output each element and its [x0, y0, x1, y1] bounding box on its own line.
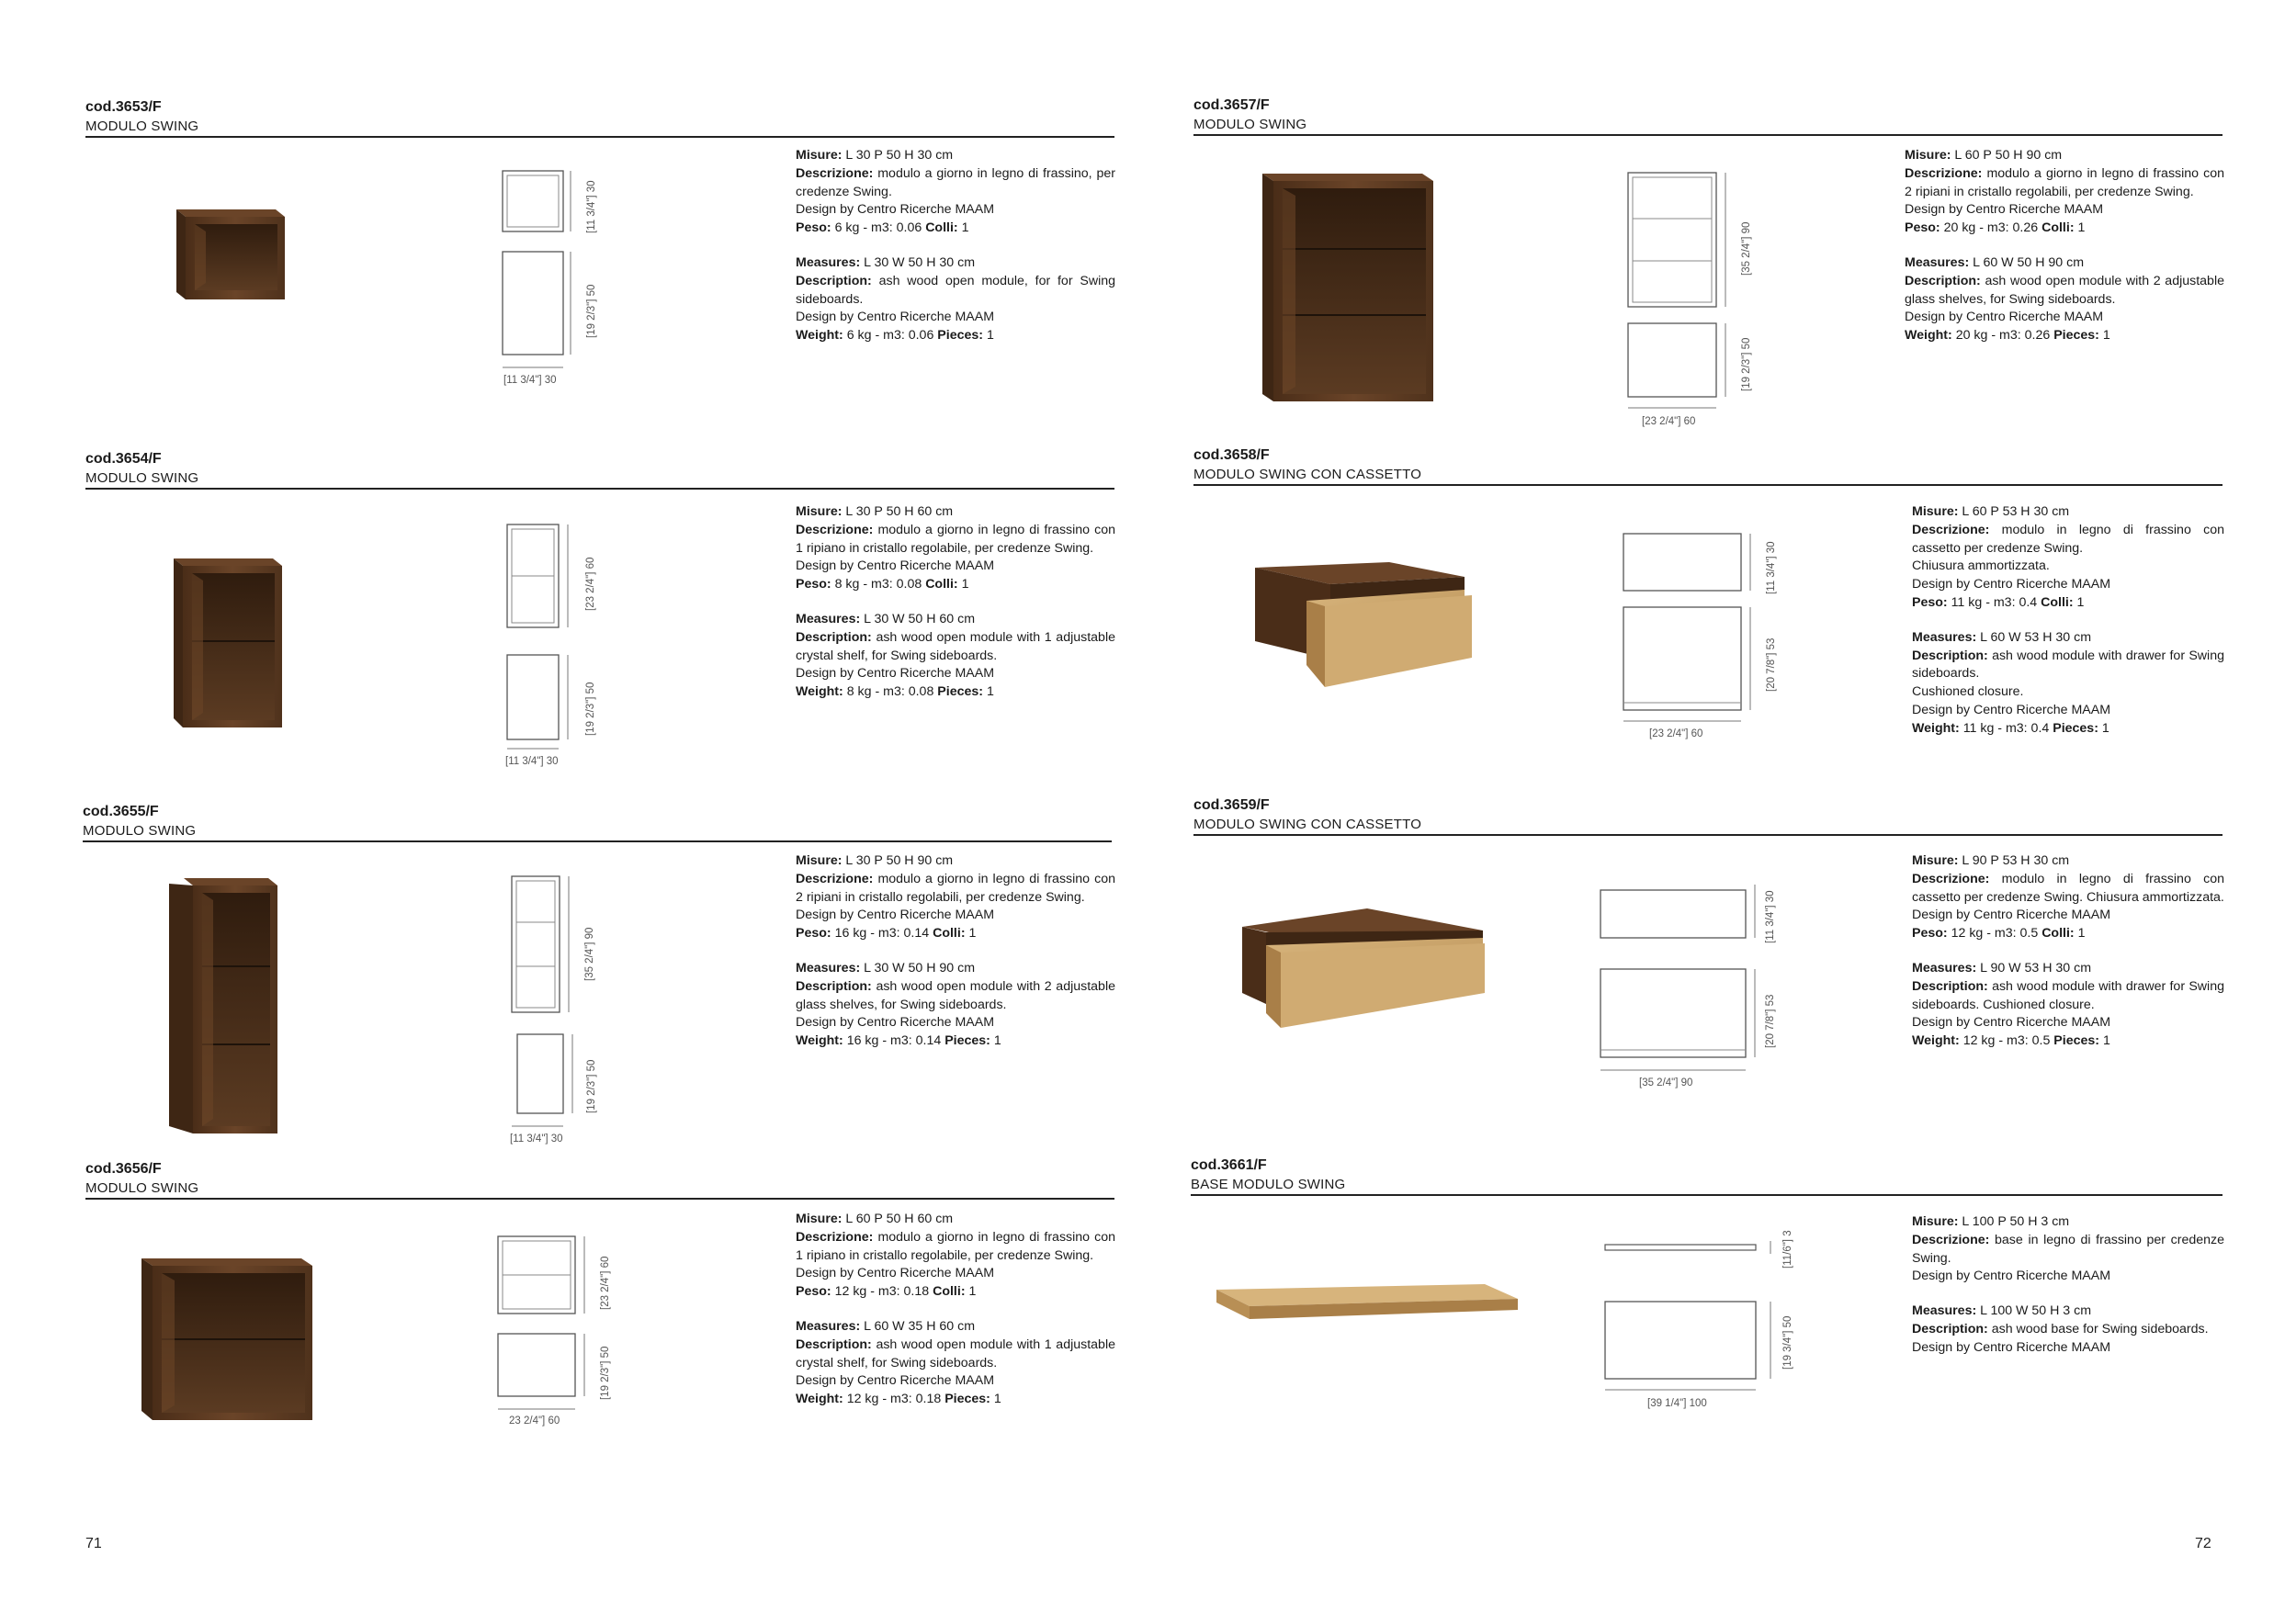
dim-front-height: [11 3/4"] 30: [1766, 541, 1777, 594]
dim-width: [35 2/4"] 90: [1639, 1077, 1693, 1088]
title-rule: [83, 840, 1112, 842]
dim-side-height: [19 2/3"] 50: [600, 1346, 611, 1400]
product-name: MODULO SWING: [85, 470, 199, 486]
product-description-3659: Misure: L 90 P 53 H 30 cm Descrizione: modulo in legno di frassino con cassetto per credenze Swing. Chiusura ammortizzata. Design by Centro Ricerche MAAM Peso: 12 kg - m3: 0.5 Colli: 1 Measures: L 90 W 53 H 30 cm Description: ash wood module with drawer for Swing sideboards. Cushioned closure. Design by Centro Ricerche MAAM Weight: 12 kg - m3: 0.5 Pieces: 1: [1912, 853, 2224, 1049]
product-name: MODULO SWING: [83, 823, 197, 839]
title-rule: [85, 488, 1114, 490]
product-description-3656: Misure: L 60 P 50 H 60 cm Descrizione: modulo a giorno in legno di frassino con 1 ripiano in cristallo regolabile, per credenze Swing. Design by Centro Ricerche MAAM Peso: 12 kg - m3: 0.18 Colli: 1 Measures: L 60 W 35 H 60 cm Description: ash wood open module with 1 adjustable crystal shelf, for Swing sideboards. Design by Centro Ricerche MAAM Weight: 12 kg - m3: 0.18 Pieces: 1: [796, 1212, 1115, 1407]
product-name: BASE MODULO SWING: [1191, 1177, 1346, 1192]
product-code: cod.3658/F: [1193, 447, 1270, 463]
product-name: MODULO SWING: [85, 118, 199, 134]
dim-front-height: [35 2/4"] 90: [584, 927, 595, 981]
technical-drawing-3657: [1617, 167, 1755, 434]
dim-front-height: [35 2/4"] 90: [1741, 221, 1752, 276]
product-code: cod.3661/F: [1191, 1157, 1267, 1173]
title-rule: [1193, 834, 2222, 836]
dim-side-height: [19 2/3"] 50: [586, 1059, 597, 1113]
product-code: cod.3657/F: [1193, 97, 1270, 113]
product-name: MODULO SWING CON CASSETTO: [1193, 817, 1422, 832]
dim-side-height: [20 7/8"] 53: [1766, 637, 1777, 692]
technical-drawing-3656: [487, 1231, 625, 1442]
dim-side-height: [19 3/4"] 50: [1782, 1315, 1793, 1370]
title-rule: [1193, 134, 2222, 136]
product-code: cod.3655/F: [83, 804, 159, 819]
title-rule: [1193, 484, 2222, 486]
product-description-3657: Misure: L 60 P 50 H 90 cm Descrizione: modulo a giorno in legno di frassino con 2 ripiani in cristallo regolabili, per credenze Swing. Design by Centro Ricerche MAAM Peso: 20 kg - m3: 0.26 Colli: 1 Measures: L 60 W 50 H 90 cm Description: ash wood open module with 2 adjustable glass shelves, for Swing sideboards. Design by Centro Ricerche MAAM Weight: 20 kg - m3: 0.26 Pieces: 1: [1905, 148, 2224, 344]
dim-width: 23 2/4"] 60: [509, 1415, 560, 1427]
title-rule: [85, 136, 1114, 138]
product-code: cod.3653/F: [85, 99, 162, 115]
product-render-3656: [138, 1253, 317, 1423]
technical-drawing-3661: [1594, 1217, 1796, 1415]
dim-front-height: [23 2/4"] 60: [600, 1256, 611, 1310]
product-render-3653: [173, 204, 288, 305]
dim-side-height: [20 7/8"] 53: [1765, 994, 1776, 1048]
product-name: MODULO SWING: [1193, 117, 1307, 132]
technical-drawing-3658: [1612, 528, 1777, 744]
product-description-3655: Misure: L 30 P 50 H 90 cm Descrizione: modulo a giorno in legno di frassino con 2 ripiani in cristallo regolabili, per credenze Swing. Design by Centro Ricerche MAAM Peso: 16 kg - m3: 0.14 Colli: 1 Measures: L 30 W 50 H 90 cm Description: ash wood open module with 2 adjustable glass shelves, for Swing sideboards. Design by Centro Ricerche MAAM Weight: 16 kg - m3: 0.14 Pieces: 1: [796, 853, 1115, 1049]
technical-drawing-3653: [492, 165, 611, 390]
technical-drawing-3655: [501, 873, 620, 1148]
dim-width: [11 3/4"] 30: [505, 756, 559, 767]
title-rule: [1191, 1194, 2222, 1196]
dim-width: [11 3/4"] 30: [510, 1133, 563, 1145]
page-number-right: 72: [2195, 1536, 2211, 1551]
product-render-3661: [1213, 1282, 1521, 1324]
dim-front-height: [23 2/4"] 60: [585, 557, 596, 611]
product-render-3658: [1251, 558, 1472, 692]
dim-width: [11 3/4"] 30: [503, 375, 557, 386]
dim-width: [39 1/4"] 100: [1647, 1398, 1707, 1409]
product-description-3658: Misure: L 60 P 53 H 30 cm Descrizione: modulo in legno di frassino con cassetto per credenze Swing. Chiusura ammortizzata. Design by Centro Ricerche MAAM Peso: 11 kg - m3: 0.4 Colli: 1 Measures: L 60 W 53 H 30 cm Description: ash wood module with drawer for Swing sideboards. Cushioned closure. Design by Centro Ricerche MAAM Weight: 11 kg - m3: 0.4 Pieces: 1: [1912, 504, 2224, 736]
dim-width: [23 2/4"] 60: [1649, 728, 1703, 739]
product-code: cod.3654/F: [85, 451, 162, 467]
product-description-3661: Misure: L 100 P 50 H 3 cm Descrizione: base in legno di frassino per credenze Swing. Design by Centro Ricerche MAAM Measures: L 100 W 50 H 3 cm Description: ash wood base for Swing sideboards. Design by Centro Ricerche MAAM: [1912, 1214, 2224, 1355]
title-rule: [85, 1198, 1114, 1200]
dim-side-height: [19 2/3"] 50: [1741, 337, 1752, 391]
product-render-3654: [170, 551, 285, 730]
product-render-3659: [1238, 905, 1487, 1033]
dim-side-height: [19 2/3"] 50: [586, 284, 597, 338]
product-description-3653: Misure: L 30 P 50 H 30 cm Descrizione: modulo a giorno in legno di frassino, per credenze Swing. Design by Centro Ricerche MAAM Peso: 6 kg - m3: 0.06 Colli: 1 Measures: L 30 W 50 H 30 cm Description: ash wood open module, for for Swing sideboards. Design by Centro Ricerche MAAM Weight: 6 kg - m3: 0.06 Pieces: 1: [796, 148, 1115, 344]
dim-front-height: [11 3/4"] 30: [1765, 890, 1776, 943]
product-render-3657: [1259, 170, 1438, 404]
product-name: MODULO SWING: [85, 1180, 199, 1196]
technical-drawing-3654: [496, 519, 616, 772]
dim-side-height: [19 2/3"] 50: [585, 682, 596, 736]
product-description-3654: Misure: L 30 P 50 H 60 cm Descrizione: modulo a giorno in legno di frassino con 1 ripiano in cristallo regolabile, per credenze Swing. Design by Centro Ricerche MAAM Peso: 8 kg - m3: 0.08 Colli: 1 Measures: L 30 W 50 H 60 cm Description: ash wood open module with 1 adjustable crystal shelf, for Swing sideboards. Design by Centro Ricerche MAAM Weight: 8 kg - m3: 0.08 Pieces: 1: [796, 504, 1115, 700]
product-code: cod.3659/F: [1193, 797, 1270, 813]
technical-drawing-3659: [1589, 877, 1782, 1098]
dim-front-height: [11/6"] 3: [1782, 1230, 1793, 1269]
product-code: cod.3656/F: [85, 1161, 162, 1177]
product-render-3655: [165, 874, 280, 1136]
page-number-left: 71: [85, 1536, 102, 1551]
dim-width: [23 2/4"] 60: [1642, 416, 1696, 427]
product-name: MODULO SWING CON CASSETTO: [1193, 467, 1422, 482]
dim-front-height: [11 3/4"] 30: [586, 180, 597, 233]
